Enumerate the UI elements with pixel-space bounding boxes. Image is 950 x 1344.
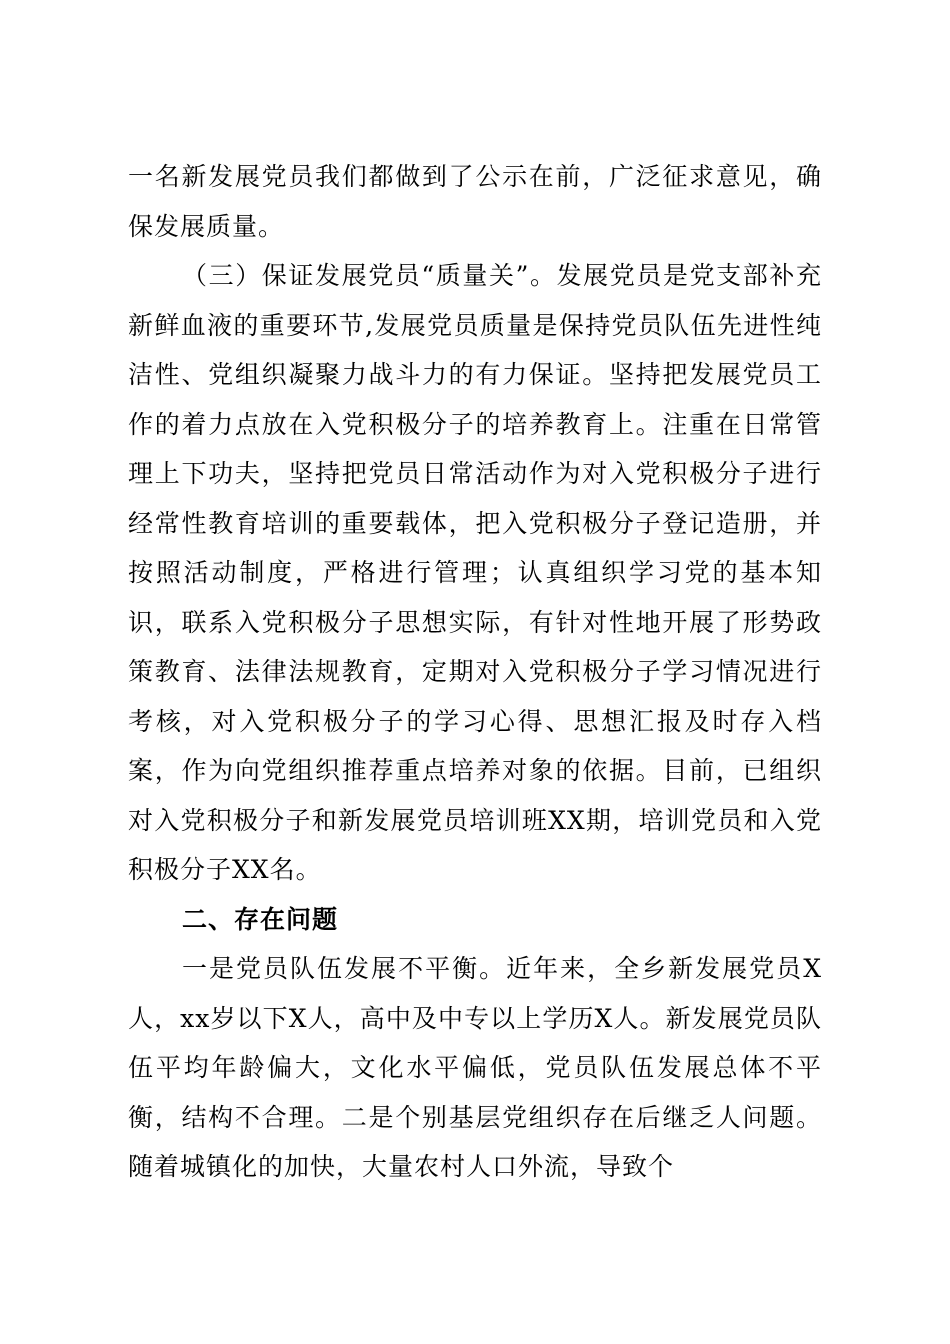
paragraph-problems: 一是党员队伍发展不平衡。近年来，全乡新发展党员X人，xx岁以下X人，高中及中专以上学历X人。新发展党员队伍平均年龄偏大，文化水平偏低，党员队伍发展总体不平衡，结构不合理。二是个别基层党组织存在后继乏人问题。随着城镇化的加快，大量农村人口外流，导致个 <box>128 954 822 1181</box>
paragraph-quality-control: （三）保证发展党员“质量关”。发展党员是党支部补充新鲜血液的重要环节,发展党员质量是保持党员队伍先进性纯洁性、党组织凝聚力战斗力的有力保证。坚持把发展党员工作的着力点放在入党积极分子的培养教育上。注重在日常管理上下功夫，坚持把党员日常活动作为对入党积极分子进行经常性教育培训的重要载体，把入党积极分子登记造册，并按照活动制度，严格进行管理；认真组织学习党的基本知识，联系入党积极分子思想实际，有针对性地开展了形势政策教育、法律法规教育，定期对入党积极分子学习情况进行考核，对入党积极分子的学习心得、思想汇报及时存入档案，作为向党组织推荐重点培养对象的依据。目前，已组织对入党积极分子和新发展党员培训班XX期，培训党员和入党积极分子XX名。 <box>128 261 822 884</box>
paragraph-continuation: 一名新发展党员我们都做到了公示在前，广泛征求意见，确保发展质量。 <box>128 162 822 241</box>
section-heading-existing-problems: 二、存在问题 <box>182 904 339 934</box>
document-body <box>128 152 822 1192</box>
